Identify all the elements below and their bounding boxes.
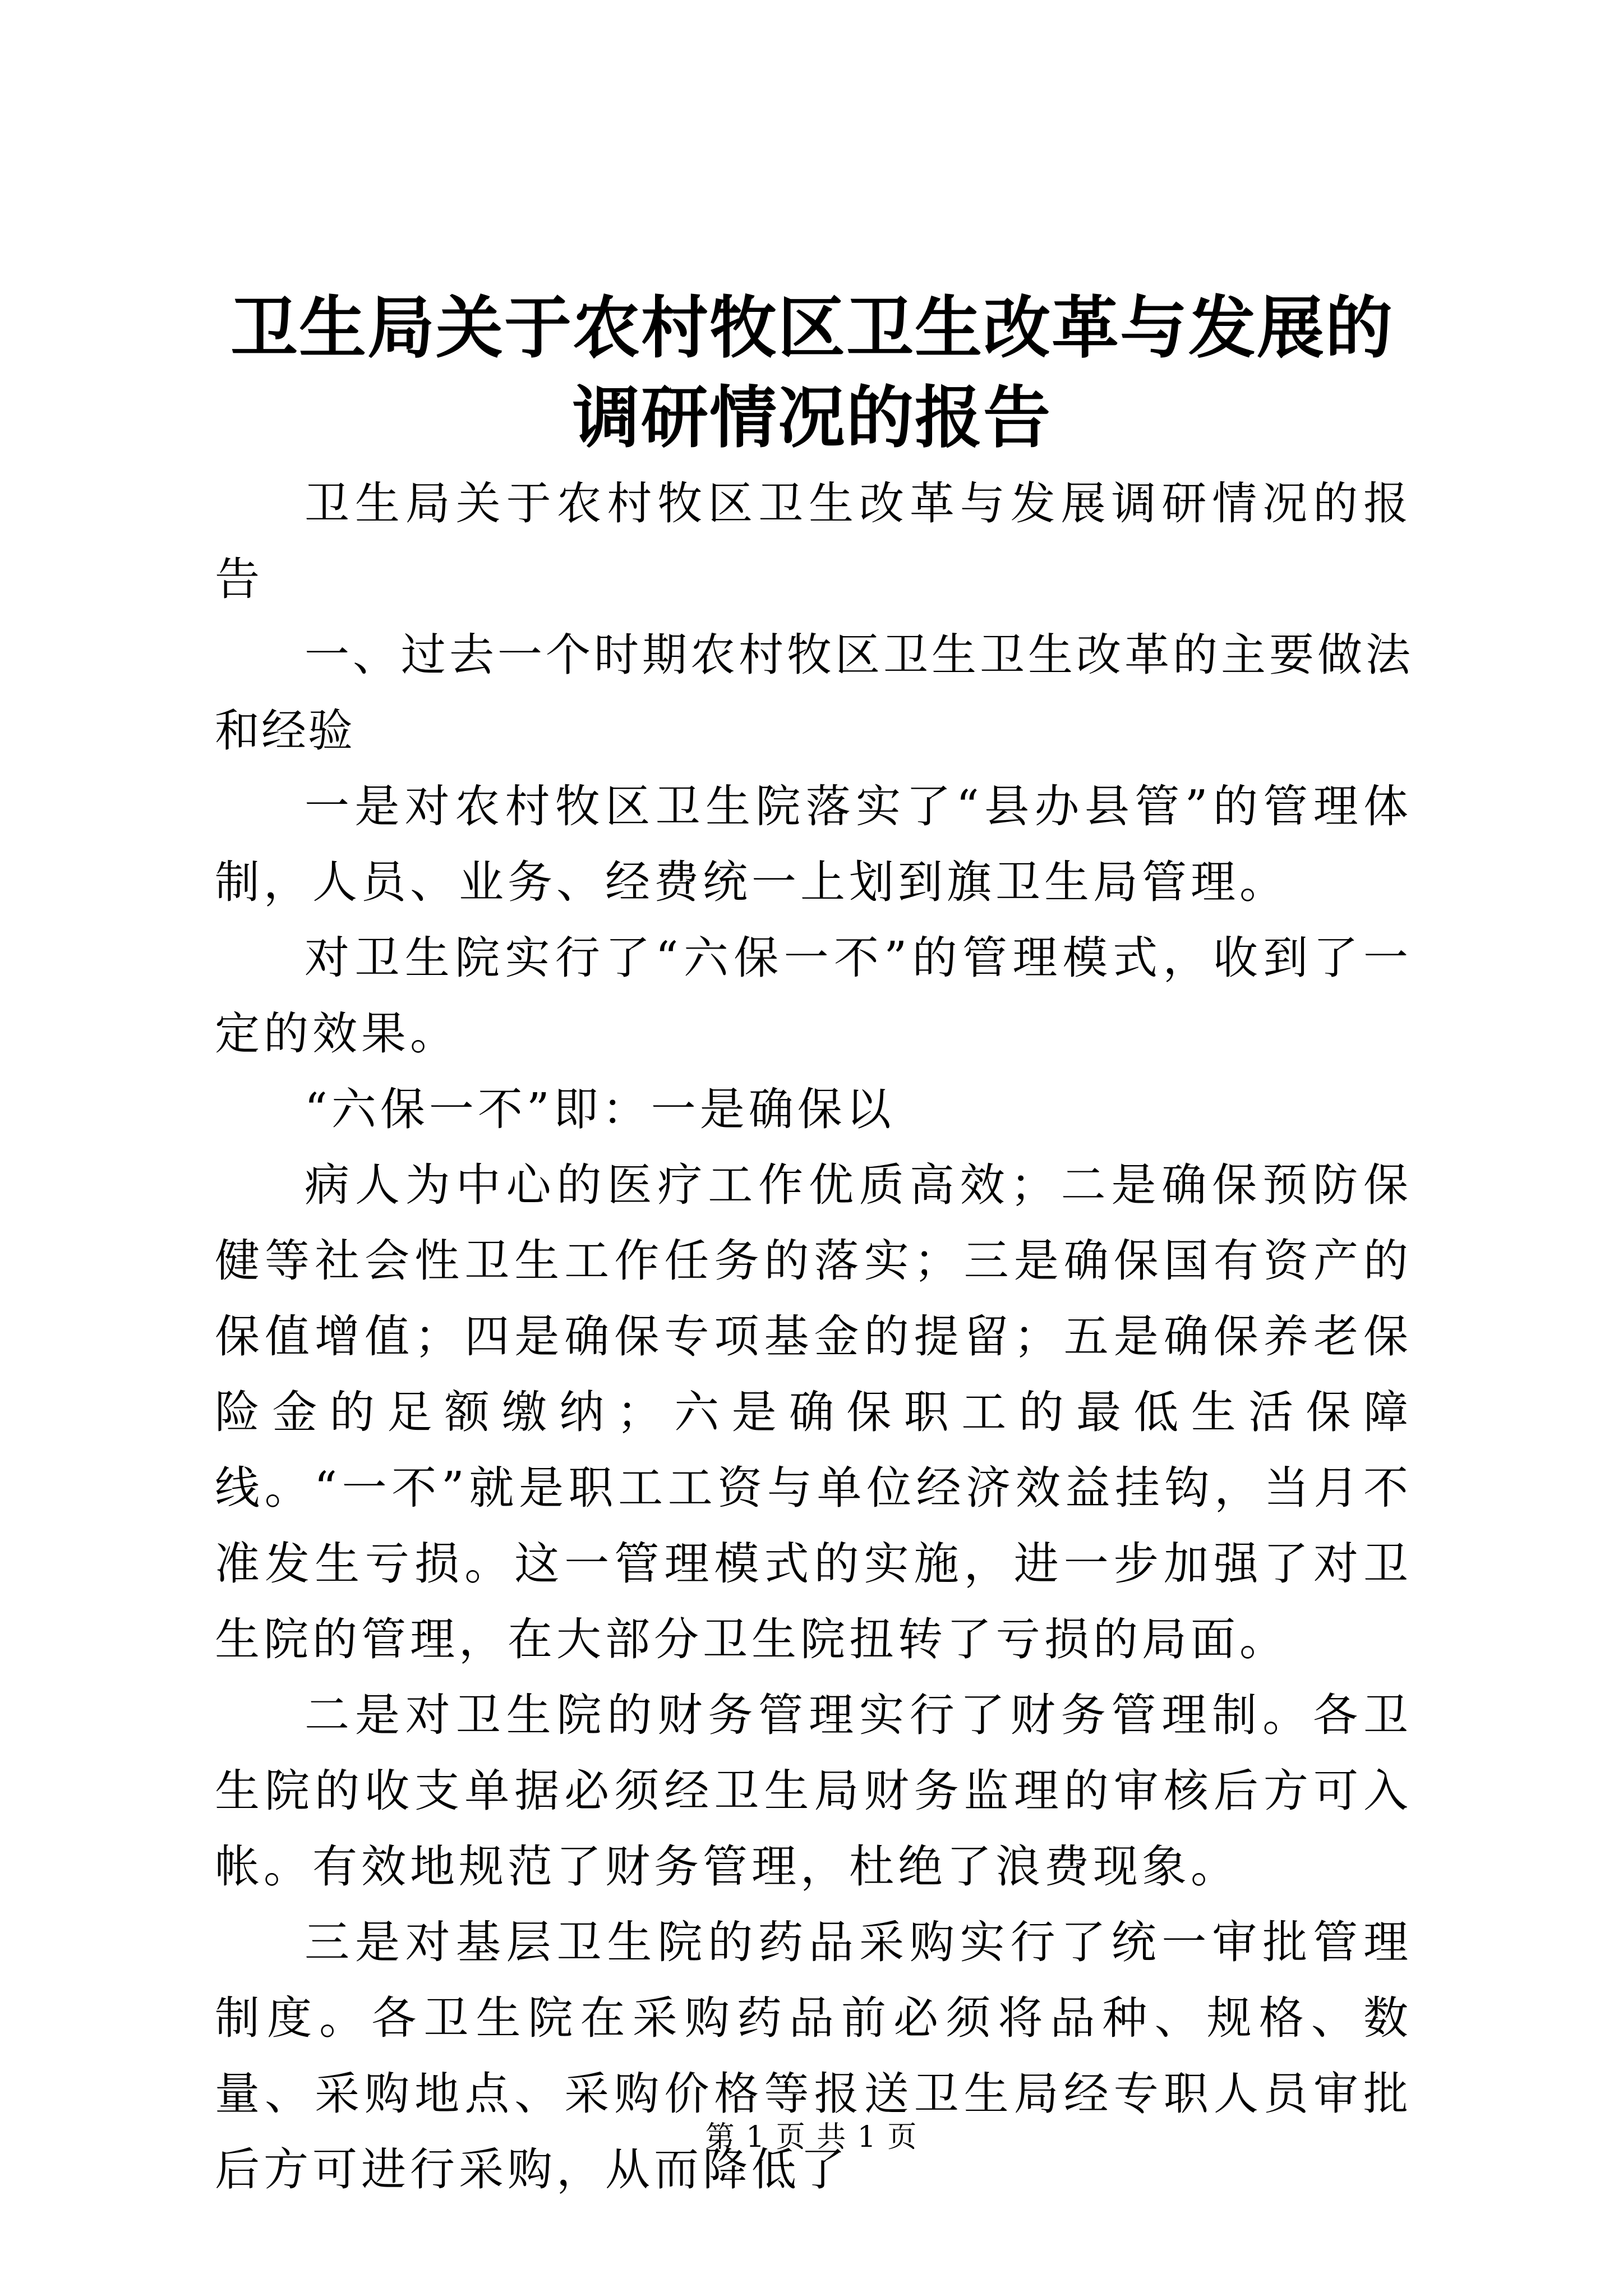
page-footer: 第 1 页 共 1 页 bbox=[705, 2120, 918, 2154]
document-body bbox=[215, 466, 1412, 2207]
paragraph-point-one: 一是对农村牧区卫生院落实了“县办县管”的管理体制，人员、业务、经费统一上划到旗卫生局管理。 bbox=[215, 780, 1412, 908]
paragraph-section-heading: 一、过去一个时期农村牧区卫生卫生改革的主要做法和经验 bbox=[215, 629, 1412, 757]
paragraph-subtitle: 卫生局关于农村牧区卫生改革与发展调研情况的报告 bbox=[215, 477, 1412, 605]
document-title: 卫生局关于农村牧区卫生改革与发展的调研情况的报告 bbox=[230, 288, 1394, 457]
paragraph-six-guarantees-intro: “六保一不”即：一是确保以 bbox=[305, 1083, 895, 1135]
paragraph-six-guarantees-detail: 病人为中心的医疗工作优质高效；二是确保预防保健等社会性卫生工作任务的落实；三是确保国有资产的保值增值；四是确保专项基金的提留；五是确保养老保险金的足额缴纳；六是确保职工的最低生活保障线。“一不”就是职工工资与单位经济效益挂钩，当月不准发生亏损。这一管理模式的实施，进一步加强了对卫生院的管理，在大部分卫生院扭转了亏损的局面。 bbox=[215, 1159, 1412, 1665]
paragraph-point-two: 二是对卫生院的财务管理实行了财务管理制。各卫生院的收支单据必须经卫生局财务监理的审核后方可入帐。有效地规范了财务管理，杜绝了浪费现象。 bbox=[215, 1689, 1412, 1893]
paragraph-point-three: 三是对基层卫生院的药品采购实行了统一审批管理制度。各卫生院在采购药品前必须将品种、规格、数量、采购地点、采购价格等报送卫生局经专职人员审批后方可进行采购，从而降低了 bbox=[215, 1916, 1412, 2196]
paragraph-management-mode: 对卫生院实行了“六保一不”的管理模式，收到了一定的效果。 bbox=[215, 932, 1412, 1060]
